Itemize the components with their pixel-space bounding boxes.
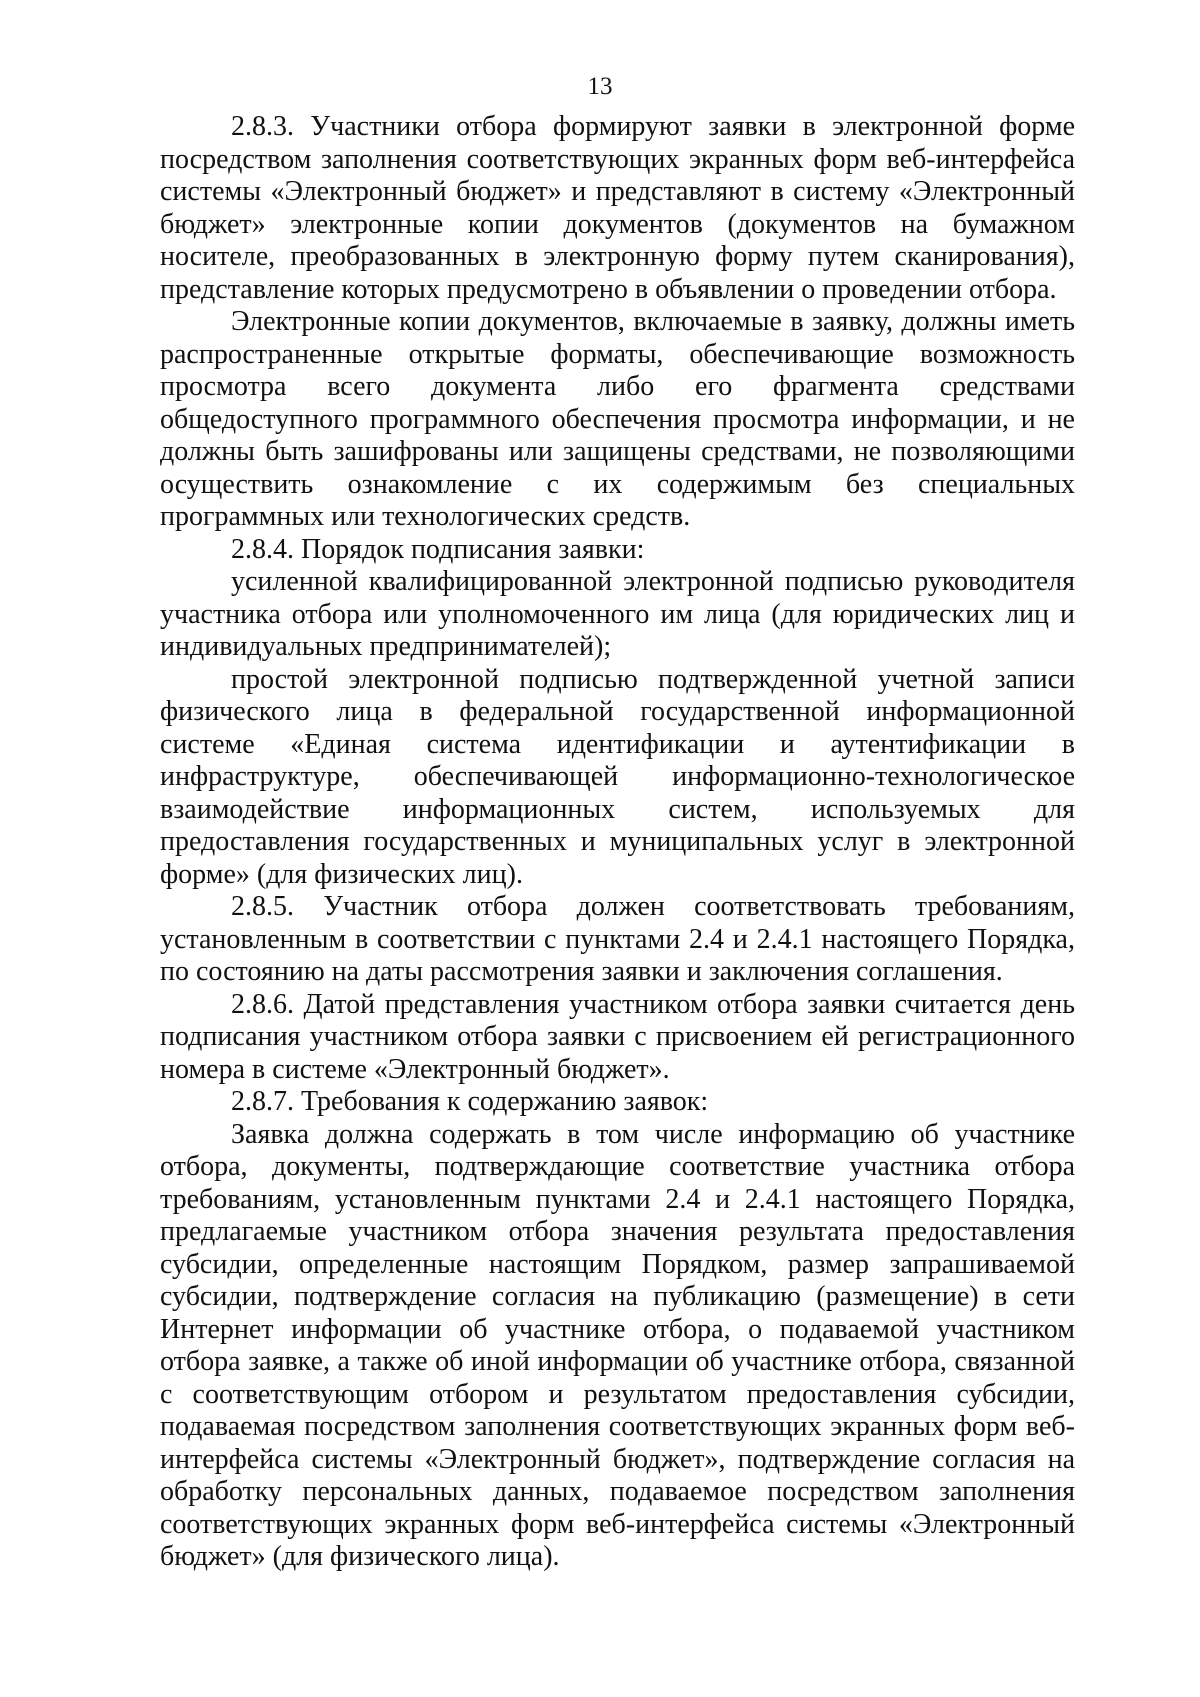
- document-body: [160, 111, 1075, 1574]
- paragraph-electronic-copies: Электронные копии документов, включаемые в заявку, должны иметь распространенные открытые форматы, обеспечивающие возможность просмотра всего документа либо его фрагмента средствами общедоступного программного обеспечения просмотра информации, и не должны быть зашифрованы или защищены средствами, не позволяющими осуществить ознакомление с их содержимым без специальных программных или технологических средств.: [160, 306, 1075, 532]
- page-number: 13: [587, 73, 613, 100]
- paragraph-2-8-5: 2.8.5. Участник отбора должен соответствовать требованиям, установленным в соответствии с пунктами 2.4 и 2.4.1 настоящего Порядка, по состоянию на даты рассмотрения заявки и заключения соглашения.: [160, 891, 1075, 987]
- paragraph-2-8-7: 2.8.7. Требования к содержанию заявок:: [231, 1086, 709, 1117]
- paragraph-application-contents: Заявка должна содержать в том числе информацию об участнике отбора, документы, подтверждающие соответствие участника отбора требованиям, установленным пунктами 2.4 и 2.4.1 настоящего Порядка, предлагаемые участником отбора значения результата предоставления субсидии, определенные настоящим Порядком, размер запрашиваемой субсидии, подтверждение согласия на публикацию (размещение) в сети Интернет информации об участнике отбора, о подаваемой участником отбора заявке, а также об иной информации об участнике отбора, связанной с соответствующим отбором и результатом предоставления субсидии, подаваемая посредством заполнения соответствующих экранных форм веб-интерфейса системы «Электронный бюджет», подтверждение согласия на обработку персональных данных, подаваемое посредством заполнения соответствующих экранных форм веб-интерфейса системы «Электронный бюджет» (для физического лица).: [160, 1118, 1075, 1572]
- paragraph-2-8-4: 2.8.4. Порядок подписания заявки:: [231, 533, 645, 565]
- paragraph-qualified-signature: усиленной квалифицированной электронной подписью руководителя участника отбора или уполномоченного им лица (для юридических лиц и индивидуальных предпринимателей);: [160, 566, 1075, 662]
- paragraph-2-8-6: 2.8.6. Датой представления участником отбора заявки считается день подписания участником отбора заявки с присвоением ей регистрационного номера в системе «Электронный бюджет».: [160, 988, 1075, 1085]
- paragraph-2-8-3: 2.8.3. Участники отбора формируют заявки в электронной форме посредством заполнения соответствующих экранных форм веб-интерфейса системы «Электронный бюджет» и представляют в систему «Электронный бюджет» электронные копии документов (документов на бумажном носителе, преобразованных в электронную форму путем сканирования), представление которых предусмотрено в объявлении о проведении отбора.: [160, 111, 1075, 305]
- paragraph-simple-signature: простой электронной подписью подтвержденной учетной записи физического лица в федеральной государственной информационной системе «Единая система идентификации и аутентификации в инфраструктуре, обеспечивающей информационно-технологическое взаимодействие информационных систем, используемых для предоставления государственных и муниципальных услуг в электронной форме» (для физических лиц).: [160, 663, 1075, 890]
